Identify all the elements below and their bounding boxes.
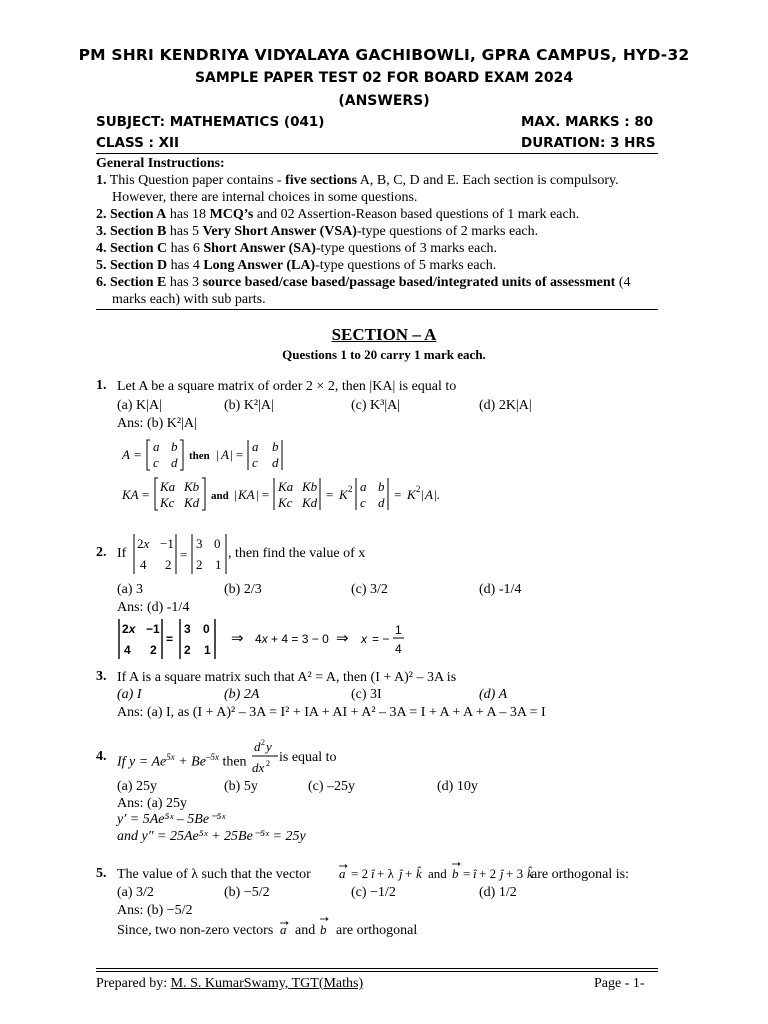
svg-text:Ka: Ka xyxy=(160,479,176,494)
page-number: Page - 1- xyxy=(594,976,645,991)
q3-answer: Ans: (a) I, as (I + A)² – 3A = I² + IA + AI + A² – 3A = I + A + A + A – 3A = I xyxy=(117,705,546,720)
q4-answer: Ans: (a) 25y xyxy=(117,796,187,811)
svg-text:and: and xyxy=(428,866,447,881)
test-title: SAMPLE PAPER TEST 02 FOR BOARD EXAM 2024 xyxy=(194,70,574,86)
q2-if: If xyxy=(117,546,127,561)
instruction-bold: Section B xyxy=(110,224,167,239)
svg-text:+ λ: + λ xyxy=(377,866,394,881)
svg-text:d: d xyxy=(378,495,385,510)
svg-text:ĵ: ĵ xyxy=(500,866,504,881)
svg-text:Kb: Kb xyxy=(302,479,318,494)
q1-number: 1. xyxy=(96,378,107,393)
svg-text:b: b xyxy=(171,439,178,454)
instruction-bold: Very Short Answer (VSA) xyxy=(202,224,357,239)
svg-text:|.: |. xyxy=(434,487,440,502)
q4-text-end: is equal to xyxy=(279,750,337,765)
svg-text:b: b xyxy=(320,922,327,937)
q5-option-d: (d) 1/2 xyxy=(479,885,517,900)
q3-text: If A is a square matrix such that A² = A, then (I + A)² – 3A is xyxy=(117,670,457,685)
svg-text:2: 2 xyxy=(184,643,191,657)
instruction-num: 1. xyxy=(96,173,107,188)
max-marks: MAX. MARKS : 80 xyxy=(521,114,654,130)
svg-text:then: then xyxy=(189,450,210,462)
svg-text:a: a xyxy=(280,922,287,937)
q1-option-b: (b) K²|A| xyxy=(224,398,274,413)
instruction-text: -type questions of 5 marks each. xyxy=(315,258,497,273)
q2-option-a: (a) 3 xyxy=(117,582,144,597)
svg-text:A: A xyxy=(425,487,433,502)
svg-text:=: = xyxy=(166,632,174,646)
q1-solution-formula xyxy=(120,434,460,514)
svg-text:+ 3: + 3 xyxy=(506,866,524,881)
instructions-rule xyxy=(96,309,658,310)
svg-text:c: c xyxy=(252,455,258,470)
svg-text:4x + 4 = 3 − 0: 4x + 4 = 3 − 0 xyxy=(255,632,329,646)
svg-text:2: 2 xyxy=(416,484,421,494)
instruction-text: has 6 xyxy=(167,241,204,256)
svg-text:k̂: k̂ xyxy=(527,866,533,881)
q2-option-c: (c) 3/2 xyxy=(351,582,388,597)
q5-text-end: are orthogonal is: xyxy=(531,867,629,882)
vector-b-symbol xyxy=(318,914,332,938)
svg-text:a: a xyxy=(153,439,160,454)
section-title: SECTION – A xyxy=(331,325,437,344)
instruction-bold: MCQ’s xyxy=(209,207,254,222)
footer-rule xyxy=(96,968,658,969)
svg-text:K: K xyxy=(407,487,416,502)
q5-number: 5. xyxy=(96,866,107,881)
instruction-bold: five sections xyxy=(285,173,358,188)
svg-text:|: | xyxy=(234,487,237,502)
svg-text:−1: −1 xyxy=(146,622,160,636)
q5-option-a: (a) 3/2 xyxy=(117,885,154,900)
svg-text:a: a xyxy=(339,866,346,881)
instruction-text: has 3 xyxy=(166,275,203,290)
instruction-num: 2. xyxy=(96,207,107,222)
svg-text:Kd: Kd xyxy=(184,495,200,510)
instruction-text: (4 xyxy=(615,275,631,290)
q5-text: The value of λ such that the vector xyxy=(117,867,311,882)
svg-text:−1: −1 xyxy=(160,536,174,551)
q3-option-b: (b) 2A xyxy=(224,687,260,702)
svg-text:2: 2 xyxy=(196,557,203,572)
svg-text:=: = xyxy=(463,866,471,881)
svg-text:Kb: Kb xyxy=(184,479,200,494)
svg-text:| =: | = xyxy=(230,447,244,462)
instruction-num: 5. xyxy=(96,258,107,273)
instruction-num: 6. xyxy=(96,275,107,290)
instruction-num: 3. xyxy=(96,224,107,239)
svg-text:A: A xyxy=(221,447,229,462)
svg-text:a: a xyxy=(360,479,367,494)
svg-text:î: î xyxy=(473,866,477,881)
svg-text:4: 4 xyxy=(395,642,402,656)
instruction-bold: Section D xyxy=(110,258,168,273)
instruction-6 xyxy=(96,274,631,291)
svg-text:a: a xyxy=(252,439,259,454)
instruction-text: has 5 xyxy=(166,224,203,239)
svg-text:⇒: ⇒ xyxy=(231,630,244,647)
svg-text:K: K xyxy=(339,487,348,502)
svg-text:0: 0 xyxy=(214,536,221,551)
duration: DURATION: 3 HRS xyxy=(521,135,656,151)
instruction-text: -type questions of 2 marks each. xyxy=(356,224,539,239)
svg-text:d: d xyxy=(254,739,261,754)
q5-and: and xyxy=(295,923,316,938)
q2-solution-formula xyxy=(116,617,416,661)
instruction-bold: Long Answer (LA) xyxy=(203,258,316,273)
svg-text:|: | xyxy=(421,487,424,502)
instructions-title: General Instructions: xyxy=(96,156,225,171)
svg-text:=: = xyxy=(394,487,402,502)
instruction-bold: Section A xyxy=(110,207,167,222)
svg-text:3: 3 xyxy=(184,622,191,636)
q5-option-b: (b) −5/2 xyxy=(224,885,270,900)
q5-answer: Ans: (b) −5/2 xyxy=(117,903,193,918)
answers-label: (ANSWERS) xyxy=(338,93,430,109)
svg-text:=: = xyxy=(142,487,150,502)
q3-option-c: (c) 3I xyxy=(351,687,382,702)
q2-text: , then find the value of x xyxy=(228,546,366,561)
q4-option-c: (c) –25y xyxy=(308,779,356,794)
subject: SUBJECT: MATHEMATICS (041) xyxy=(96,114,325,130)
svg-text:Kc: Kc xyxy=(160,495,175,510)
instruction-3 xyxy=(96,223,538,240)
q4-derivative-fraction xyxy=(250,736,282,780)
vector-a-symbol xyxy=(278,916,292,938)
svg-text:b: b xyxy=(452,866,459,881)
q3-number: 3. xyxy=(96,669,107,684)
footer-prepared-by xyxy=(96,975,363,992)
svg-text:2: 2 xyxy=(266,759,270,768)
svg-text:y: y xyxy=(266,739,272,754)
q4-option-d: (d) 10y xyxy=(437,779,478,794)
svg-text:Kd: Kd xyxy=(302,495,318,510)
instruction-2 xyxy=(96,206,579,223)
q3-option-d: (d) A xyxy=(479,687,508,702)
instruction-text: This Question paper contains - xyxy=(109,173,286,188)
q4-option-b: (b) 5y xyxy=(224,779,258,794)
svg-text:k̂: k̂ xyxy=(416,866,422,881)
q2-option-b: (b) 2/3 xyxy=(224,582,262,597)
svg-text:d: d xyxy=(272,455,279,470)
svg-text:1: 1 xyxy=(215,557,222,572)
instruction-5 xyxy=(96,257,496,274)
instruction-num: 4. xyxy=(96,241,107,256)
instruction-1-cont: However, there are internal choices in some questions. xyxy=(112,190,418,205)
q5-option-c: (c) −1/2 xyxy=(351,885,396,900)
footer-rule-thin xyxy=(96,971,658,972)
svg-text:⇒: ⇒ xyxy=(336,630,349,647)
svg-text:b: b xyxy=(272,439,279,454)
q4-text-part: If y = Ae xyxy=(117,754,167,770)
svg-text:2: 2 xyxy=(261,738,265,747)
q3-option-a: (a) I xyxy=(117,687,142,702)
svg-text:0: 0 xyxy=(203,622,210,636)
q1-option-d: (d) 2K|A| xyxy=(479,398,532,413)
svg-text:dx: dx xyxy=(252,760,265,775)
q2-determinant-equation xyxy=(132,532,232,576)
q2-number: 2. xyxy=(96,545,107,560)
svg-text:|: | xyxy=(216,447,219,462)
svg-text:+ 2: + 2 xyxy=(479,866,497,881)
instruction-bold: Short Answer (SA) xyxy=(203,241,316,256)
school-name: PM SHRI KENDRIYA VIDYALAYA GACHIBOWLI, GPRA CAMPUS, HYD-32 xyxy=(78,46,690,64)
svg-text:A: A xyxy=(122,447,130,462)
instruction-bold: Section C xyxy=(110,241,168,256)
svg-text:2: 2 xyxy=(348,484,353,494)
instruction-bold: Section E xyxy=(110,275,167,290)
svg-text:î: î xyxy=(371,866,375,881)
q4-text-part: then xyxy=(218,754,247,770)
q2-answer: Ans: (d) -1/4 xyxy=(117,600,190,615)
q5-since: Since, two non-zero vectors xyxy=(117,923,274,938)
instruction-text: A, B, C, D and E. Each section is compulsory. xyxy=(357,173,619,188)
svg-text:Ka: Ka xyxy=(278,479,294,494)
q4-derivation-2: and y″ = 25Ae⁵ˣ + 25Be⁻⁵ˣ = 25y xyxy=(117,829,306,844)
q4-text-part: + Be xyxy=(174,754,206,770)
instruction-text: has 18 xyxy=(166,207,210,222)
footer-label: Prepared by: xyxy=(96,976,171,991)
svg-text:d: d xyxy=(171,455,178,470)
q1-option-c: (c) K³|A| xyxy=(351,398,401,413)
svg-text:2x: 2x xyxy=(137,536,150,551)
svg-text:2: 2 xyxy=(150,643,157,657)
svg-text:2: 2 xyxy=(165,557,172,572)
class: CLASS : XII xyxy=(96,135,180,151)
q5-orthogonal: are orthogonal xyxy=(336,923,418,938)
svg-text:+: + xyxy=(405,866,413,881)
svg-text:1: 1 xyxy=(204,643,211,657)
svg-text:=: = xyxy=(326,487,334,502)
svg-text:= 2: = 2 xyxy=(351,866,369,881)
q1-option-a: (a) K|A| xyxy=(117,398,162,413)
svg-text:| =: | = xyxy=(256,487,270,502)
header-rule xyxy=(96,153,658,154)
instruction-text: has 4 xyxy=(167,258,204,273)
svg-text:c: c xyxy=(360,495,366,510)
instruction-bold: source based/case based/passage based/integrated units of assessment xyxy=(202,275,616,290)
svg-text:=: = xyxy=(134,447,142,462)
instruction-1 xyxy=(96,172,619,189)
svg-text:3: 3 xyxy=(196,536,203,551)
svg-text:and: and xyxy=(211,490,229,502)
q1-answer: Ans: (b) K²|A| xyxy=(117,416,197,431)
q4-derivation-1: y′ = 5Ae⁵ˣ – 5Be⁻⁵ˣ xyxy=(117,812,226,827)
svg-text:4: 4 xyxy=(124,643,131,657)
section-subtitle: Questions 1 to 20 carry 1 mark each. xyxy=(282,347,486,362)
svg-text:=: = xyxy=(180,547,188,562)
svg-text:KA: KA xyxy=(122,487,139,502)
svg-text:1: 1 xyxy=(395,623,402,637)
svg-text:Kc: Kc xyxy=(278,495,293,510)
svg-text:ĵ: ĵ xyxy=(399,866,403,881)
svg-text:= −: = − xyxy=(372,632,390,646)
footer-author: M. S. KumarSwamy, TGT(Maths) xyxy=(170,976,364,991)
svg-text:4: 4 xyxy=(140,557,147,572)
svg-text:KA: KA xyxy=(238,487,255,502)
instruction-6-cont: marks each) with sub parts. xyxy=(112,292,266,307)
svg-text:c: c xyxy=(153,455,159,470)
q4-text: If $y = Ae^{5x} + Be^{-5x}$ then xyxy=(117,752,247,770)
instruction-text: and 02 Assertion-Reason based questions of 1 mark each. xyxy=(253,207,580,222)
svg-text:2x: 2x xyxy=(122,622,136,636)
q4-option-a: (a) 25y xyxy=(117,779,158,794)
svg-text:b: b xyxy=(378,479,385,494)
q2-option-d: (d) -1/4 xyxy=(479,582,522,597)
q1-text: Let A be a square matrix of order 2 × 2, then |KA| is equal to xyxy=(117,379,457,394)
q4-number: 4. xyxy=(96,749,107,764)
svg-text:x: x xyxy=(361,632,367,646)
instruction-4 xyxy=(96,240,497,257)
instruction-text: -type questions of 3 marks each. xyxy=(315,241,498,256)
